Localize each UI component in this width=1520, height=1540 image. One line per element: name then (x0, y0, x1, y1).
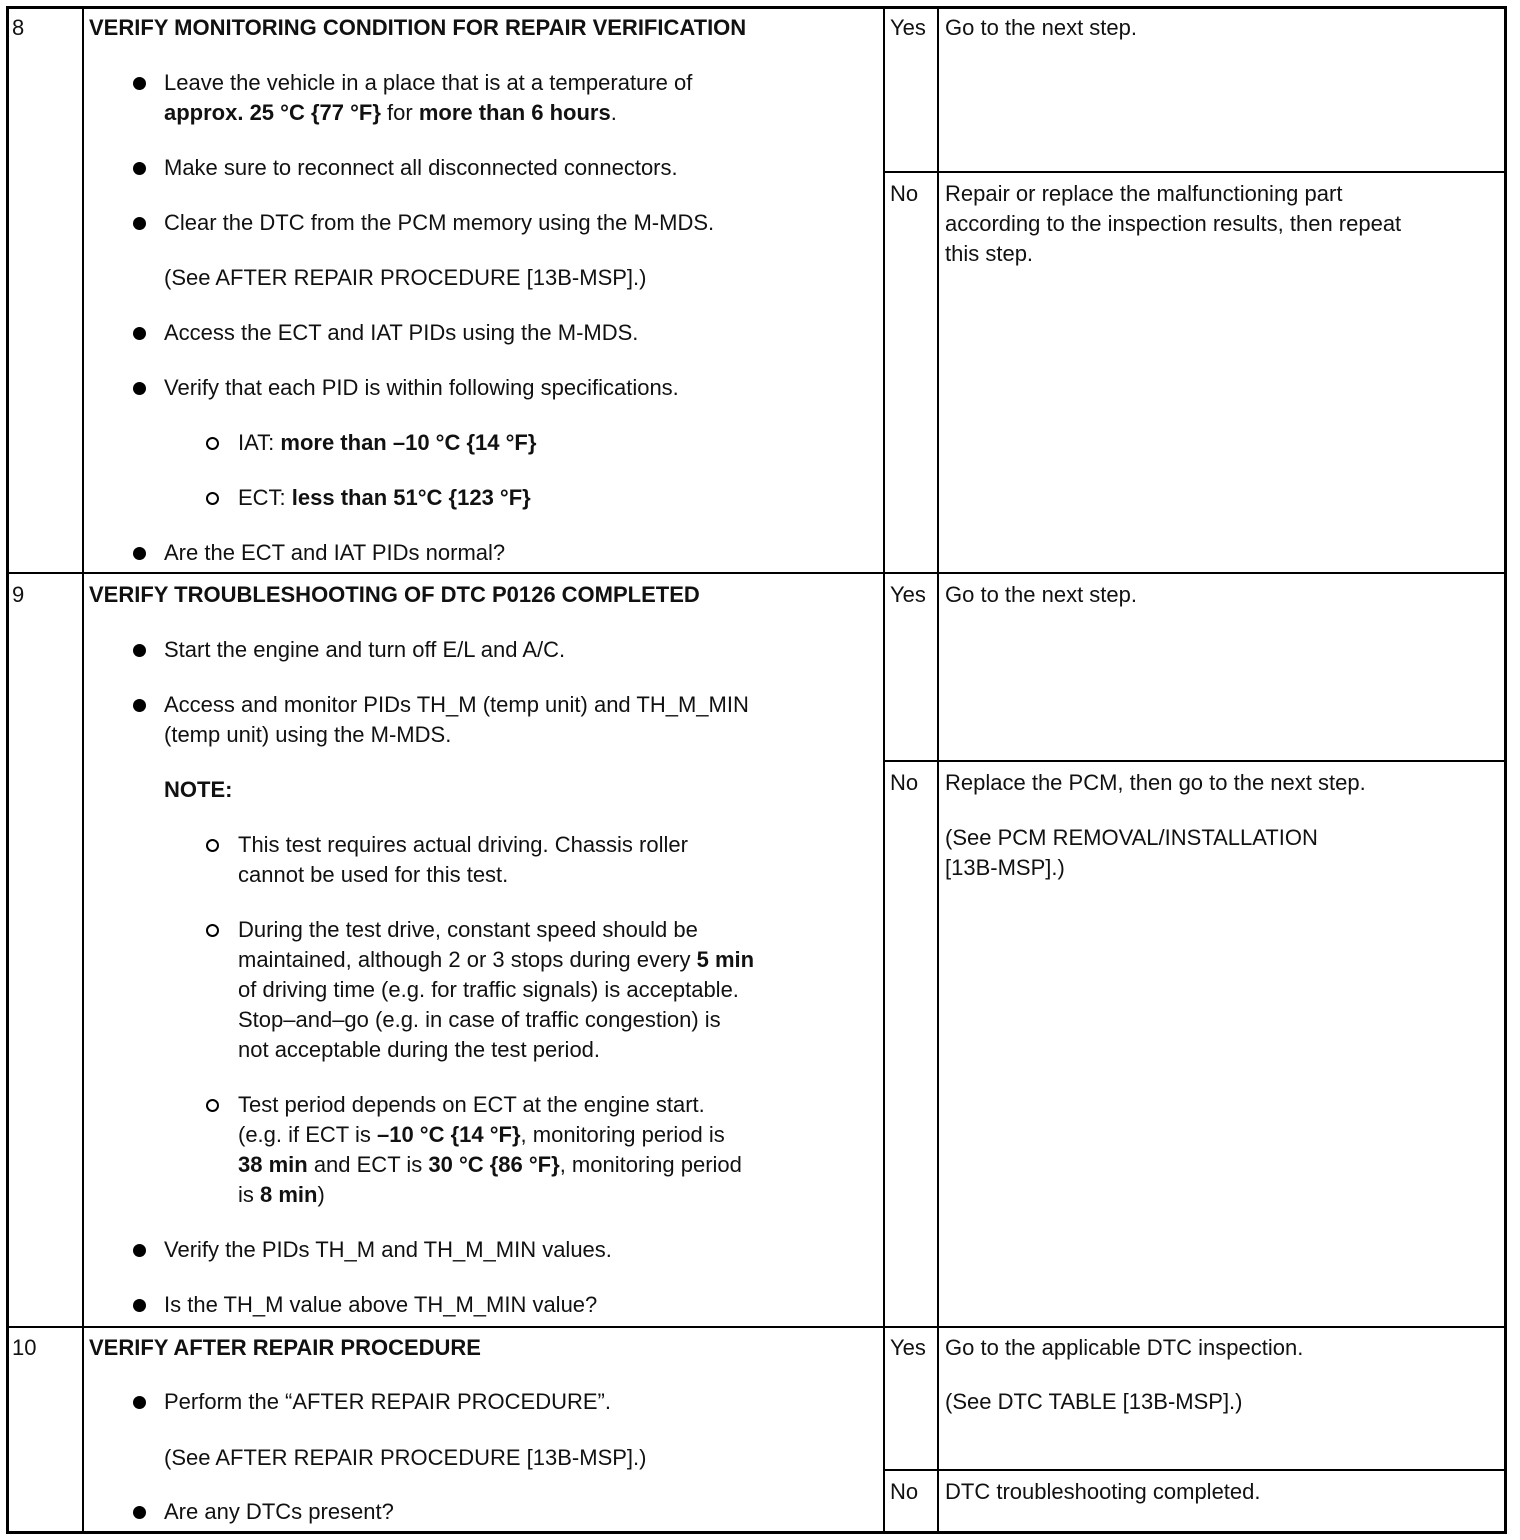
no-label: No (890, 1479, 919, 1504)
sub-bullet-icon (206, 839, 219, 852)
row-divider-9-10 (6, 1326, 1507, 1328)
step-number: 8 (12, 15, 25, 40)
note-text: of driving time (e.g. for traffic signals) is acceptable. (238, 977, 739, 1002)
no-result: Replace the PCM, then go to the next step. (945, 770, 1366, 795)
sub-bullet-icon (206, 1099, 219, 1112)
note-text: This test requires actual driving. Chassis roller (238, 832, 688, 857)
bullet-icon (133, 699, 146, 712)
bullet-icon (133, 77, 146, 90)
emphasis: less than 51°C {123 °F} (291, 485, 531, 510)
sub-bullet-icon (206, 924, 219, 937)
inline-text: maintained, although 2 or 3 stops during every (238, 947, 697, 972)
reference-text: (See AFTER REPAIR PROCEDURE [13B-MSP].) (164, 265, 647, 290)
reference-text: (See DTC TABLE [13B-MSP].) (945, 1389, 1243, 1414)
note-text (238, 1120, 725, 1150)
yes-label: Yes (890, 1335, 926, 1360)
bullet-icon (133, 1506, 146, 1519)
emphasis: 5 min (696, 947, 755, 972)
inline-text: . (610, 100, 617, 125)
emphasis: –10 °C {14 °F} (376, 1122, 521, 1147)
bullet-icon (133, 644, 146, 657)
table-border-bottom (6, 1531, 1507, 1534)
action-text: Clear the DTC from the PCM memory using the M-MDS. (164, 210, 715, 235)
row-divider-8-9 (6, 572, 1507, 574)
inline-text: and ECT is (307, 1152, 429, 1177)
yes-label: Yes (890, 15, 926, 40)
yes-no-divider-8 (883, 171, 1507, 173)
table-border-top (6, 6, 1507, 9)
bullet-icon (133, 1299, 146, 1312)
inline-text: ) (317, 1182, 325, 1207)
note-text: During the test drive, constant speed should be (238, 917, 698, 942)
inline-text: , monitoring period (559, 1152, 742, 1177)
note-text: Stop–and–go (e.g. in case of traffic congestion) is (238, 1007, 721, 1032)
emphasis: 8 min (260, 1182, 318, 1207)
yes-result: Go to the next step. (945, 15, 1138, 40)
question-text: Is the TH_M value above TH_M_MIN value? (164, 1292, 598, 1317)
action-text: (temp unit) using the M-MDS. (164, 722, 452, 747)
bullet-icon (133, 547, 146, 560)
no-result: Repair or replace the malfunctioning part (945, 181, 1343, 206)
column-divider-step (82, 6, 84, 1534)
inline-text: for (380, 100, 419, 125)
action-text: Make sure to reconnect all disconnected connectors. (164, 155, 678, 180)
bullet-icon (133, 1396, 146, 1409)
step-title: VERIFY AFTER REPAIR PROCEDURE (89, 1335, 481, 1360)
step-title: VERIFY TROUBLESHOOTING OF DTC P0126 COMPLETED (89, 582, 700, 607)
column-divider-action (883, 6, 885, 1534)
column-divider-result (937, 6, 939, 1534)
emphasis: more than 6 hours (418, 100, 611, 125)
note-text (238, 1150, 742, 1180)
inline-text: is (238, 1182, 260, 1207)
note-heading: NOTE: (164, 777, 233, 802)
table-border-left (6, 6, 9, 1534)
spec-text (238, 428, 536, 458)
sub-bullet-icon (206, 492, 219, 505)
note-text (238, 1180, 325, 1210)
note-text: Test period depends on ECT at the engine start. (238, 1092, 705, 1117)
yes-result: Go to the next step. (945, 582, 1138, 607)
inline-text: (e.g. if ECT is (238, 1122, 377, 1147)
reference-text: (See AFTER REPAIR PROCEDURE [13B-MSP].) (164, 1445, 647, 1470)
question-text: Are any DTCs present? (164, 1499, 394, 1524)
question-text: Are the ECT and IAT PIDs normal? (164, 540, 506, 565)
yes-no-divider-9 (883, 760, 1507, 762)
table-border-right (1504, 6, 1507, 1534)
action-text: Verify that each PID is within following specifications. (164, 375, 679, 400)
emphasis: 30 °C {86 °F} (428, 1152, 560, 1177)
bullet-icon (133, 162, 146, 175)
reference-text: (See PCM REMOVAL/INSTALLATION (945, 825, 1318, 850)
step-number: 10 (12, 1335, 37, 1360)
emphasis: more than –10 °C {14 °F} (280, 430, 537, 455)
yes-label: Yes (890, 582, 926, 607)
inline-text: IAT: (238, 430, 281, 455)
emphasis: approx. 25 °C {77 °F} (164, 100, 381, 125)
note-text: not acceptable during the test period. (238, 1037, 601, 1062)
action-text (164, 98, 617, 128)
step-title: VERIFY MONITORING CONDITION FOR REPAIR VERIFICATION (89, 15, 747, 40)
step-number: 9 (12, 582, 25, 607)
yes-result: Go to the applicable DTC inspection. (945, 1335, 1304, 1360)
no-result: according to the inspection results, then repeat (945, 211, 1402, 236)
action-text: Start the engine and turn off E/L and A/C. (164, 637, 566, 662)
spec-text (238, 483, 531, 513)
action-text: Perform the “AFTER REPAIR PROCEDURE”. (164, 1389, 611, 1414)
inline-text: , monitoring period is (520, 1122, 725, 1147)
bullet-icon (133, 327, 146, 340)
no-result: this step. (945, 241, 1034, 266)
inline-text: ECT: (238, 485, 292, 510)
action-text: Leave the vehicle in a place that is at a temperature of (164, 70, 693, 95)
action-text: Verify the PIDs TH_M and TH_M_MIN values. (164, 1237, 612, 1262)
bullet-icon (133, 1244, 146, 1257)
yes-no-divider-10 (883, 1469, 1507, 1471)
action-text: Access and monitor PIDs TH_M (temp unit) and TH_M_MIN (164, 692, 749, 717)
emphasis: 38 min (238, 1152, 308, 1177)
note-text: cannot be used for this test. (238, 862, 509, 887)
note-text (238, 945, 754, 975)
no-result: DTC troubleshooting completed. (945, 1479, 1261, 1504)
bullet-icon (133, 217, 146, 230)
reference-text: [13B-MSP].) (945, 855, 1065, 880)
bullet-icon (133, 382, 146, 395)
sub-bullet-icon (206, 437, 219, 450)
action-text: Access the ECT and IAT PIDs using the M-MDS. (164, 320, 639, 345)
no-label: No (890, 770, 919, 795)
no-label: No (890, 181, 919, 206)
